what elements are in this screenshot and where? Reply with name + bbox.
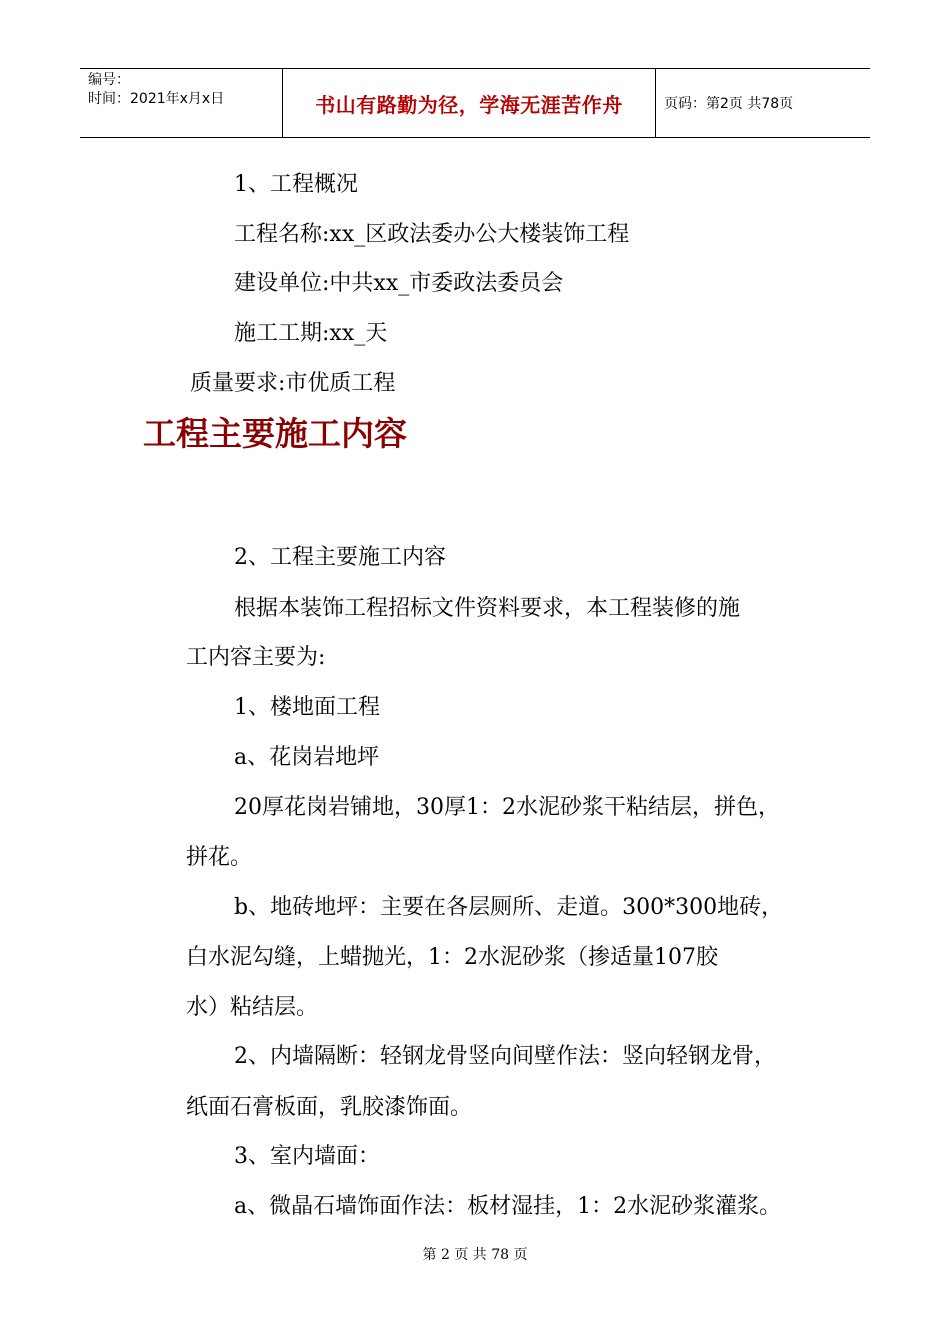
builder-line: 建设单位:中共xx_市委政法委员会	[234, 271, 564, 296]
quality-line: 质量要求:市优质工程	[190, 371, 396, 396]
project-name-line: 工程名称:xx_区政法委办公大楼装饰工程	[234, 222, 630, 247]
page-footer: 第 2 页 共 78 页	[422, 1247, 528, 1263]
content-line: 水）粘结层。	[186, 995, 319, 1020]
content-line: 1、楼地面工程	[234, 695, 380, 720]
content-line: 工内容主要为:	[186, 645, 326, 670]
content-line: 白水泥勾缝，上蜡抛光，1：2水泥砂浆（掺适量107胶	[186, 945, 718, 970]
section-heading: 工程主要施工内容	[143, 414, 407, 453]
header-page-info: 页码：第2页 共78页	[664, 96, 794, 112]
content-line: a、微晶石墙饰面作法：板材湿挂，1：2水泥砂浆灌浆。	[234, 1194, 782, 1219]
number-label: 编号：	[88, 72, 130, 88]
content-line: 3、室内墙面：	[234, 1144, 380, 1169]
content-line: 20厚花岗岩铺地，30厚1：2水泥砂浆干粘结层，拼色，	[234, 795, 780, 820]
content-line: 拼花。	[186, 845, 253, 870]
content-line: 2、内墙隔断：轻钢龙骨竖向间壁作法：竖向轻钢龙骨，	[234, 1044, 776, 1069]
header-motto: 书山有路勤为径，学海无涯苦作舟	[282, 69, 656, 137]
content-line: b、地砖地坪：主要在各层厕所、走道。300*300地砖，	[234, 895, 784, 920]
section-title-overview: 1、工程概况	[234, 172, 358, 197]
content-line: 2、工程主要施工内容	[234, 545, 446, 570]
content-line: a、花岗岩地坪	[234, 745, 380, 770]
header-meta	[80, 69, 282, 137]
content-line: 根据本装饰工程招标文件资料要求，本工程装修的施	[234, 596, 741, 621]
schedule-line: 施工工期:xx_天	[234, 321, 388, 346]
content-line: 纸面石膏板面，乳胶漆饰面。	[186, 1095, 473, 1120]
time-label: 时间：2021年x月x日	[88, 91, 225, 107]
page-header	[80, 68, 870, 138]
